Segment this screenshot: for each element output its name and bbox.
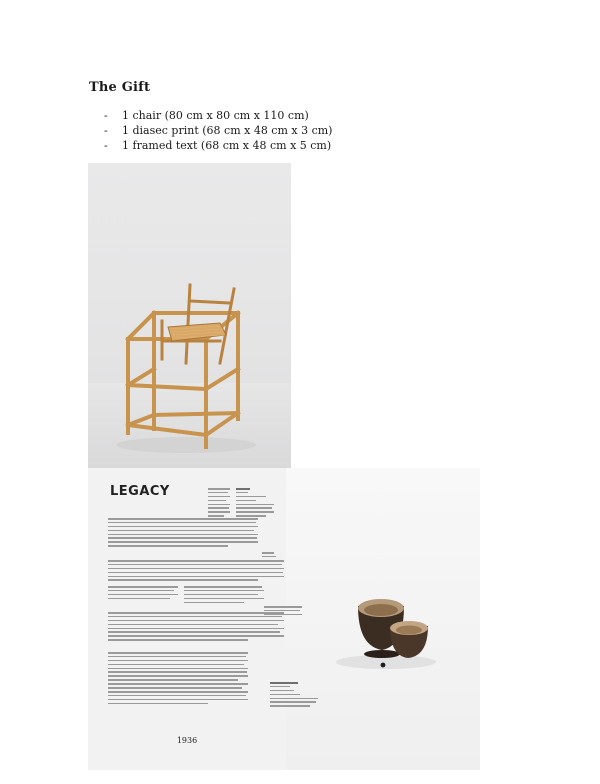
document-title: The Gift (89, 80, 151, 95)
chair-illustration (88, 163, 291, 469)
quote-text (184, 586, 264, 605)
body-text (108, 652, 248, 706)
bullet: - (104, 139, 108, 152)
list-item (104, 123, 332, 138)
item-text: 1 diasec print (68 cm x 48 cm x 3 cm) (122, 124, 333, 137)
list-item (104, 138, 332, 153)
item-text: 1 framed text (68 cm x 48 cm x 5 cm) (122, 139, 332, 152)
item-text: 1 chair (80 cm x 80 cm x 110 cm) (122, 109, 309, 122)
book-spread-photo (88, 468, 480, 770)
bullet: - (104, 109, 108, 122)
margin-note (262, 552, 284, 564)
body-text (108, 560, 284, 583)
book-heading: LEGACY (110, 484, 170, 499)
chair-photo (88, 163, 291, 469)
body-text (108, 612, 284, 643)
book-right-page (286, 468, 480, 770)
text-column (208, 488, 230, 519)
body-text (108, 518, 258, 549)
list-item (104, 108, 332, 123)
sidebar-text (236, 488, 276, 519)
item-list (104, 108, 332, 153)
page-number: 1936 (176, 736, 198, 745)
bullet: - (104, 124, 108, 137)
bowls-photo (286, 468, 480, 770)
body-text (108, 586, 178, 602)
book-left-page (88, 468, 286, 770)
